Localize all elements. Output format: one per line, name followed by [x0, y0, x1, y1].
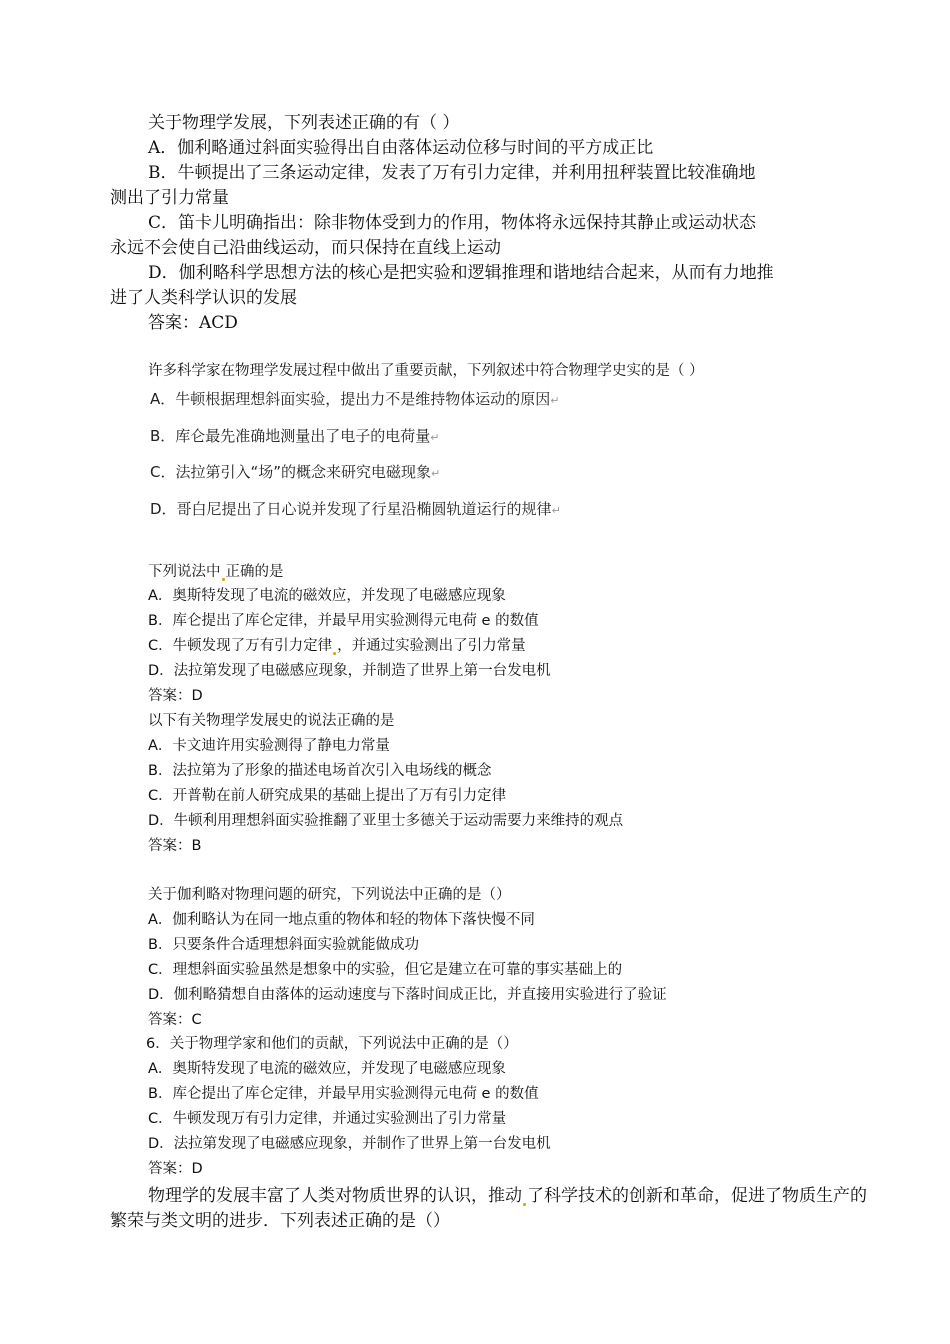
q1-stem: 关于物理学发展，下列表述正确的有（ ）: [148, 113, 460, 133]
q6-option-a: A．奥斯特发现了电流的磁效应，并发现了电磁感应现象: [148, 1061, 506, 1077]
q3-stem: [148, 564, 284, 581]
q6-option-d: D．法拉第发现了电磁感应现象，并制作了世界上第一台发电机: [148, 1136, 551, 1152]
q2-option-c-text: C．法拉第引入“场”的概念来研究电磁现象: [150, 463, 432, 481]
q7-stem-line1: [148, 1186, 867, 1206]
q3-option-c: [148, 638, 526, 655]
paragraph-mark-icon: ↵: [550, 394, 560, 407]
q3-option-c-part2: ，并通过实验测出了引力常量: [337, 638, 526, 654]
q6-answer: 答案：D: [148, 1161, 203, 1177]
q7-stem-line2: 繁荣与类文明的进步．下列表述正确的是（）: [110, 1211, 450, 1231]
q1-option-d-line1: D．伽利略科学思想方法的核心是把实验和逻辑推理和谐地结合起来，从而有力地推: [148, 263, 774, 283]
q3-answer: 答案：D: [148, 688, 203, 704]
q2-option-b: [150, 427, 440, 445]
q2-option-a: [150, 390, 559, 408]
q3-option-c-part1: C．牛顿发现了万有引力定律: [148, 638, 333, 654]
q4-option-a: A．卡文迪许用实验测得了静电力常量: [148, 738, 390, 754]
q3-option-b: B．库仑提出了库仑定律，并最早用实验测得元电荷 e 的数值: [148, 613, 539, 629]
q1-option-b-line1: B．牛顿提出了三条运动定律，发表了万有引力定律，并利用扭秤装置比较准确地: [148, 163, 756, 183]
q1-answer: 答案：ACD: [148, 313, 238, 333]
q2-option-d: [150, 500, 561, 518]
q4-option-b: B．法拉第为了形象的描述电场首次引入电场线的概念: [148, 763, 492, 779]
q3-stem-part2: 正确的是: [225, 564, 284, 580]
q3-option-d: D．法拉第发现了电磁感应现象，并制造了世界上第一台发电机: [148, 663, 551, 679]
q6-option-c: C．牛顿发现万有引力定律，并通过实验测出了引力常量: [148, 1111, 507, 1127]
q6-option-b: B．库仑提出了库仑定律，并最早用实验测得元电荷 e 的数值: [148, 1086, 539, 1102]
q2-option-d-text: D．哥白尼提出了日心说并发现了行星沿椭圆轨道运行的规律: [150, 500, 552, 518]
q1-option-d-line2: 进了人类科学认识的发展: [110, 288, 297, 308]
q5-stem: 关于伽利略对物理问题的研究，下列说法中正确的是（）: [148, 887, 511, 903]
q4-option-d: D．牛顿利用理想斜面实验推翻了亚里士多德关于运动需要力来维持的观点: [148, 813, 624, 829]
q1-option-c-line2: 永远不会使自己沿曲线运动，而只保持在直线上运动: [110, 238, 501, 258]
q2-option-a-text: A．牛顿根据理想斜面实验，提出力不是维持物体运动的原因: [150, 390, 551, 408]
q1-option-a: A．伽利略通过斜面实验得出自由落体运动位移与时间的平方成正比: [148, 138, 654, 158]
anchor-dot-icon: [523, 1203, 526, 1206]
q5-option-b: B．只要条件合适理想斜面实验就能做成功: [148, 937, 419, 953]
q4-stem: 以下有关物理学发展史的说法正确的是: [148, 713, 395, 729]
q3-option-a: A．奥斯特发现了电流的磁效应，并发现了电磁感应现象: [148, 588, 506, 604]
q5-option-a: A．伽利略认为在同一地点重的物体和轻的物体下落快慢不同: [148, 912, 535, 928]
paragraph-mark-icon: ↵: [430, 431, 440, 444]
q1-option-c-line1: C．笛卡儿明确指出：除非物体受到力的作用，物体将永远保持其静止或运动状态: [148, 213, 757, 233]
q7-stem-line1-part2: 了科学技术的创新和革命，促进了物质生产的: [527, 1186, 867, 1206]
q6-stem: 6．关于物理学家和他们的贡献，下列说法中正确的是（）: [146, 1036, 518, 1052]
q5-option-d: D．伽利略猜想自由落体的运动速度与下落时间成正比，并直接用实验进行了验证: [148, 987, 667, 1003]
q3-stem-part1: 下列说法中: [148, 564, 221, 580]
q5-answer: 答案：C: [148, 1012, 202, 1028]
q2-option-c: [150, 463, 440, 481]
anchor-dot-icon: [222, 578, 225, 581]
paragraph-mark-icon: ↵: [551, 504, 561, 517]
q2-stem: 许多科学家在物理学发展过程中做出了重要贡献，下列叙述中符合物理学史实的是（ ）: [148, 363, 704, 379]
q4-answer: 答案：B: [148, 838, 202, 854]
q2-option-b-text: B．库仑最先准确地测量出了电子的电荷量: [150, 427, 431, 445]
q5-option-c: C．理想斜面实验虽然是想象中的实验，但它是建立在可靠的事实基础上的: [148, 962, 623, 978]
anchor-dot-icon: [333, 652, 336, 655]
paragraph-mark-icon: ↵: [431, 467, 441, 480]
q1-option-b-line2: 测出了引力常量: [110, 188, 229, 208]
q4-option-c: C．开普勒在前人研究成果的基础上提出了万有引力定律: [148, 788, 507, 804]
q7-stem-line1-part1: 物理学的发展丰富了人类对物质世界的认识，推动: [148, 1186, 522, 1206]
